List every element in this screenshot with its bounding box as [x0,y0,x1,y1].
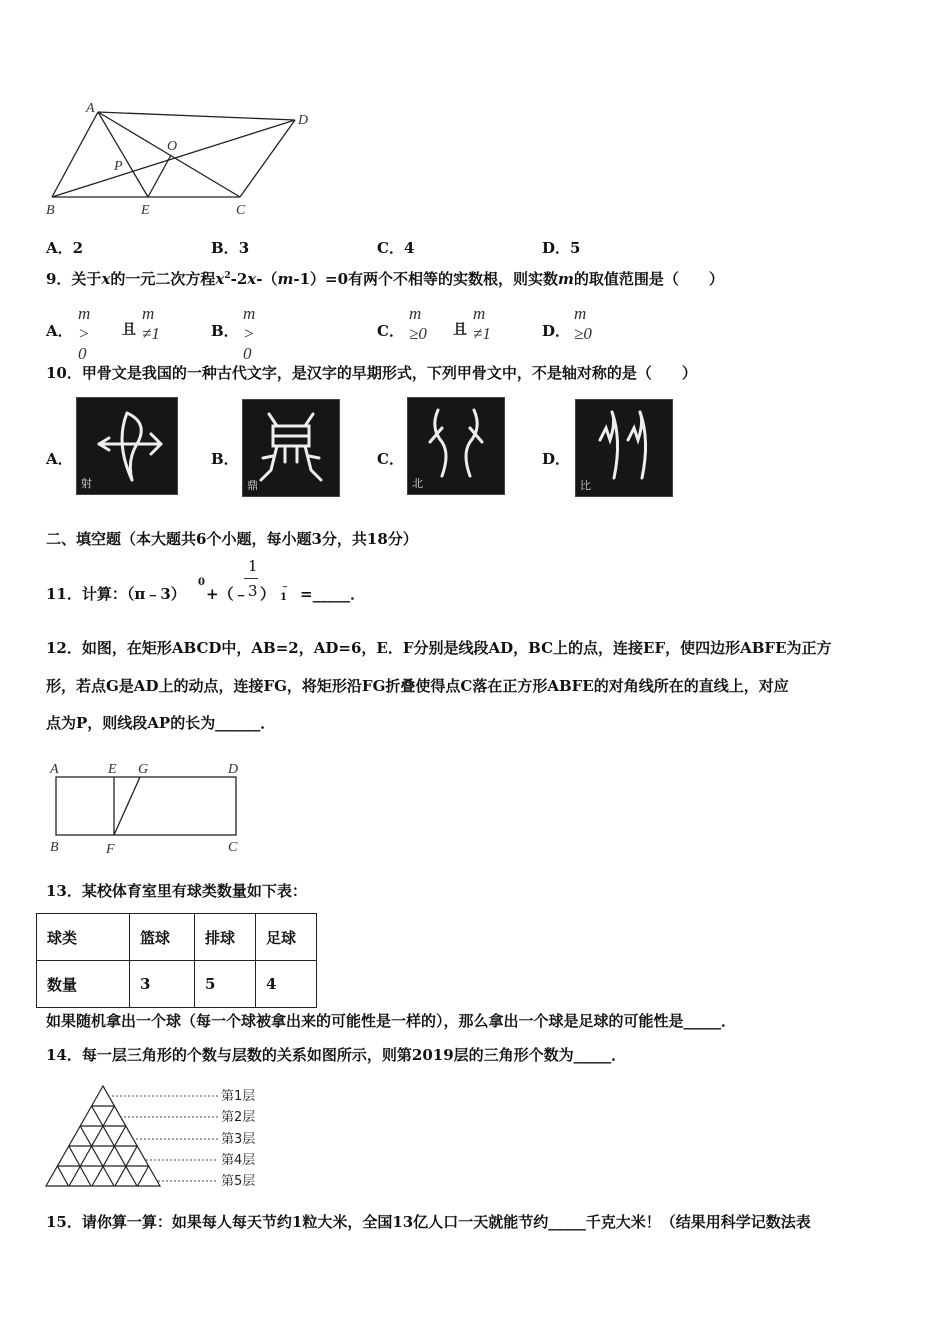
layer-label-1: 第1层 [221,1089,256,1104]
table-cell: 足球 [256,914,317,961]
oracle-bone-glyph-ding: 鼎 [242,399,340,497]
label-A: A [86,101,95,116]
q15-stem: 15．请你算一算：如果每人每天节约1粒大米，全国13亿人口一天就能节约_____千克大米！（结果用科学记数法表 [46,1213,811,1231]
table-row [37,961,317,1008]
rect-label-D: D [228,762,239,777]
rect-label-F: F [106,842,115,857]
layer-label-2: 第2层 [221,1110,256,1125]
q12-line-3: 点为P，则线段AP的长为______． [46,714,276,732]
label-E: E [141,203,150,218]
rect-label-B: B [50,840,59,855]
label-C: C [236,203,246,218]
q8-option-c: C．4 [377,239,415,257]
table-cell: 球类 [37,914,130,961]
oracle-bone-glyph-bi: 比 [575,399,673,497]
table-cell: 5 [195,961,256,1008]
q14-stem: 14．每一层三角形的个数与层数的关系如图所示，则第2019层的三角形个数为_____． [46,1046,627,1064]
q9-stem: 9．关于x的一元二次方程$x^2-2x-(m-1)=0$有两个不相等的实数根，则实数m的取值范围是（ ） [46,270,724,288]
q10-stem: 10．甲骨文是我国的一种古代文字，是汉字的早期形式，下列甲骨文中，不是轴对称的是（ ） [46,364,697,382]
q10-option-d-letter: D． [542,450,571,468]
q12-line-1: 12．如图，在矩形ABCD中，AB=2，AD=6，E．F分别是线段AD，BC上的点，连接EF，使四边形ABFE为正方 [46,639,832,657]
layer-label-4: 第4层 [221,1153,256,1168]
rect-label-E: E [108,762,117,777]
glyph-she-icon [77,398,177,494]
q13-question: 如果随机拿出一个球（每一个球被拿出来的可能性是一样的），那么拿出一个球是足球的可能性是_____． [46,1012,737,1030]
q13-stem: 13．某校体育室里有球类数量如下表： [46,882,307,900]
section-2-heading: 二、填空题（本大题共6个小题，每小题3分，共18分） [46,530,418,548]
table-header-row [37,914,317,961]
label-O: O [167,139,178,154]
q8-option-a: A．2 [46,239,84,257]
label-B: B [46,203,55,218]
table-cell: 4 [256,961,317,1008]
triangle-layers-figure [40,1080,280,1192]
oracle-bone-glyph-bei: 北 [407,397,505,495]
label-D: D [298,113,309,128]
rectangle-figure [44,757,249,857]
q10-option-c-letter: C． [377,450,404,468]
rect-label-C: C [228,840,238,855]
q10-option-a-letter: A． [46,450,73,468]
q10-option-b-letter: B． [211,450,239,468]
table-cell: 3 [130,961,195,1008]
table-cell: 篮球 [130,914,195,961]
table-cell: 排球 [195,914,256,961]
q8-option-b: B．3 [211,239,250,257]
q8-option-d: D．5 [542,239,581,257]
ball-count-table [36,913,317,1008]
layer-label-5: 第5层 [221,1174,256,1189]
oracle-bone-glyph-she: 射 [76,397,178,495]
parallelogram-figure [40,100,330,225]
layer-label-3: 第3层 [221,1132,256,1147]
label-P: P [114,159,123,174]
rect-label-A: A [50,762,59,777]
table-cell: 数量 [37,961,130,1008]
q12-line-2: 形，若点G是AD上的动点，连接FG，将矩形沿FG折叠使得点C落在正方形ABFE的对角线所在的直线上，对应 [46,677,789,695]
rect-label-G: G [138,762,149,777]
